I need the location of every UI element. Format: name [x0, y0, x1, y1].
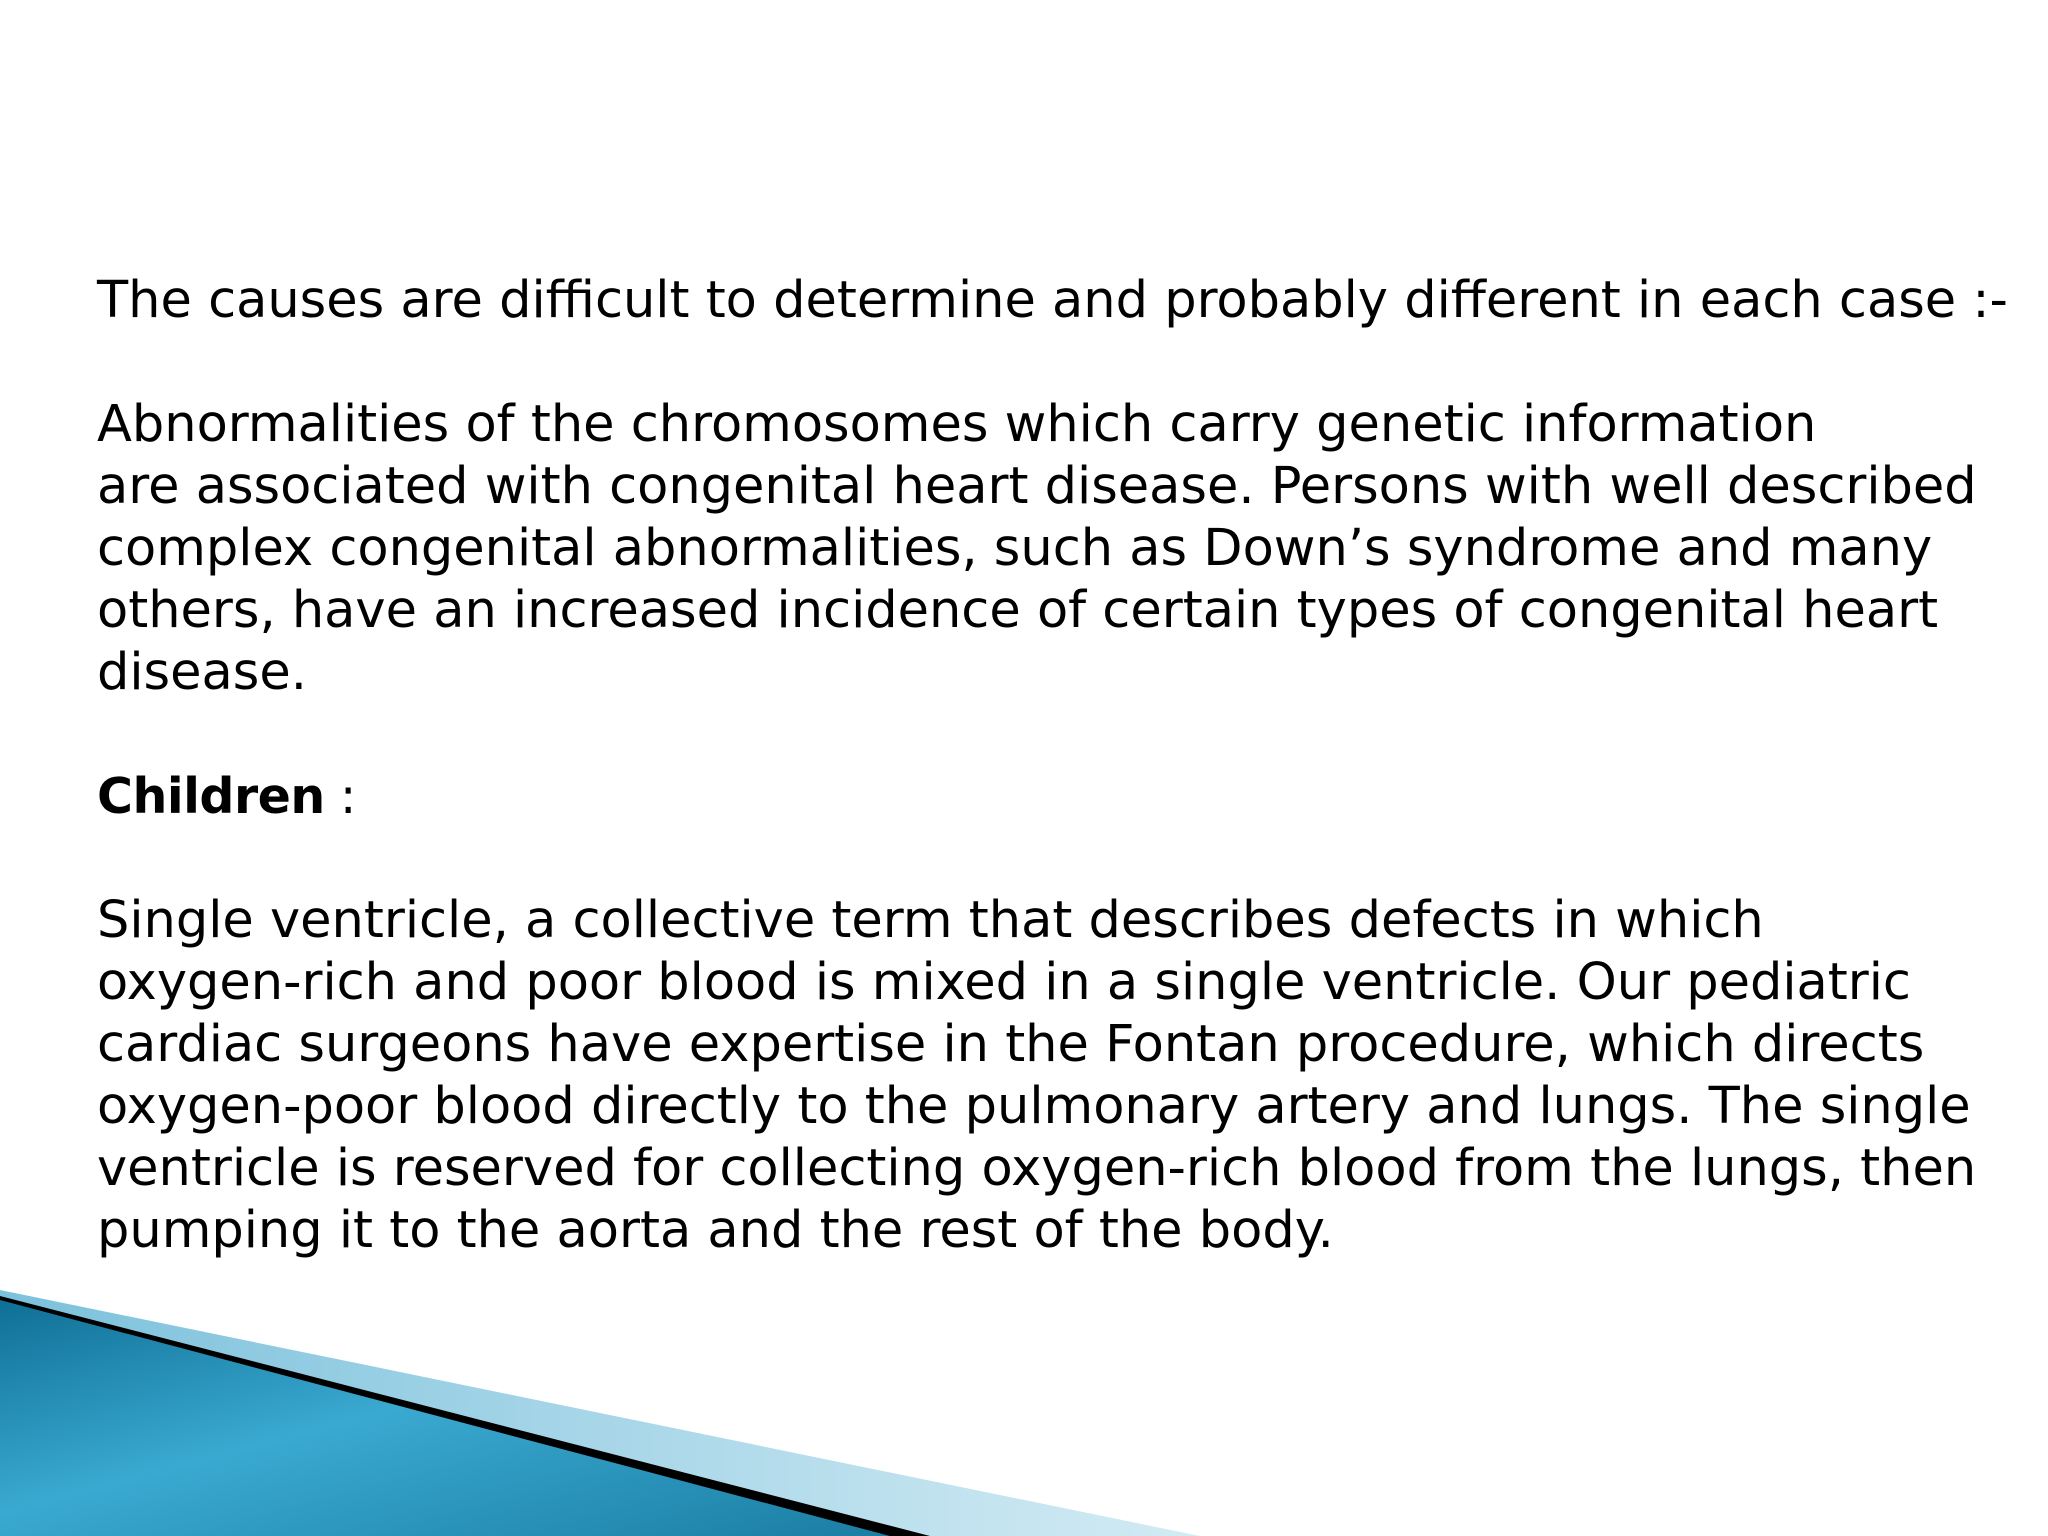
paragraph-line: oxygen-rich and poor blood is mixed in a single ventricle. Our pediatric: [97, 953, 1911, 1012]
paragraph-line: pumping it to the aorta and the rest of the body.: [97, 1201, 1334, 1260]
paragraph-line: disease.: [97, 643, 307, 702]
slide-body: [97, 270, 2008, 1262]
paragraph-line: are associated with congenital heart disease. Persons with well described: [97, 457, 1977, 516]
intro-text: The causes are difficult to determine and probably different in each case :-: [97, 271, 2008, 330]
paragraph-line: Single ventricle, a collective term that describes defects in which: [97, 891, 1764, 950]
paragraph-line: ventricle is reserved for collecting oxygen-rich blood from the lungs, then: [97, 1139, 1977, 1198]
section-heading: [97, 766, 1997, 828]
single-ventricle-paragraph: [97, 890, 1997, 1262]
heading-label: Children: [97, 768, 325, 825]
paragraph-line: oxygen-poor blood directly to the pulmonary artery and lungs. The single: [97, 1077, 1971, 1136]
chromosome-paragraph: [97, 394, 1997, 704]
heading-colon: :: [324, 768, 356, 825]
paragraph-line: others, have an increased incidence of certain types of congenital heart: [97, 581, 1939, 640]
paragraph-line: cardiac surgeons have expertise in the Fontan procedure, which directs: [97, 1015, 1925, 1074]
paragraph-line: complex congenital abnormalities, such as Down’s syndrome and many: [97, 519, 1933, 578]
paragraph-line: Abnormalities of the chromosomes which carry genetic information: [97, 395, 1817, 454]
